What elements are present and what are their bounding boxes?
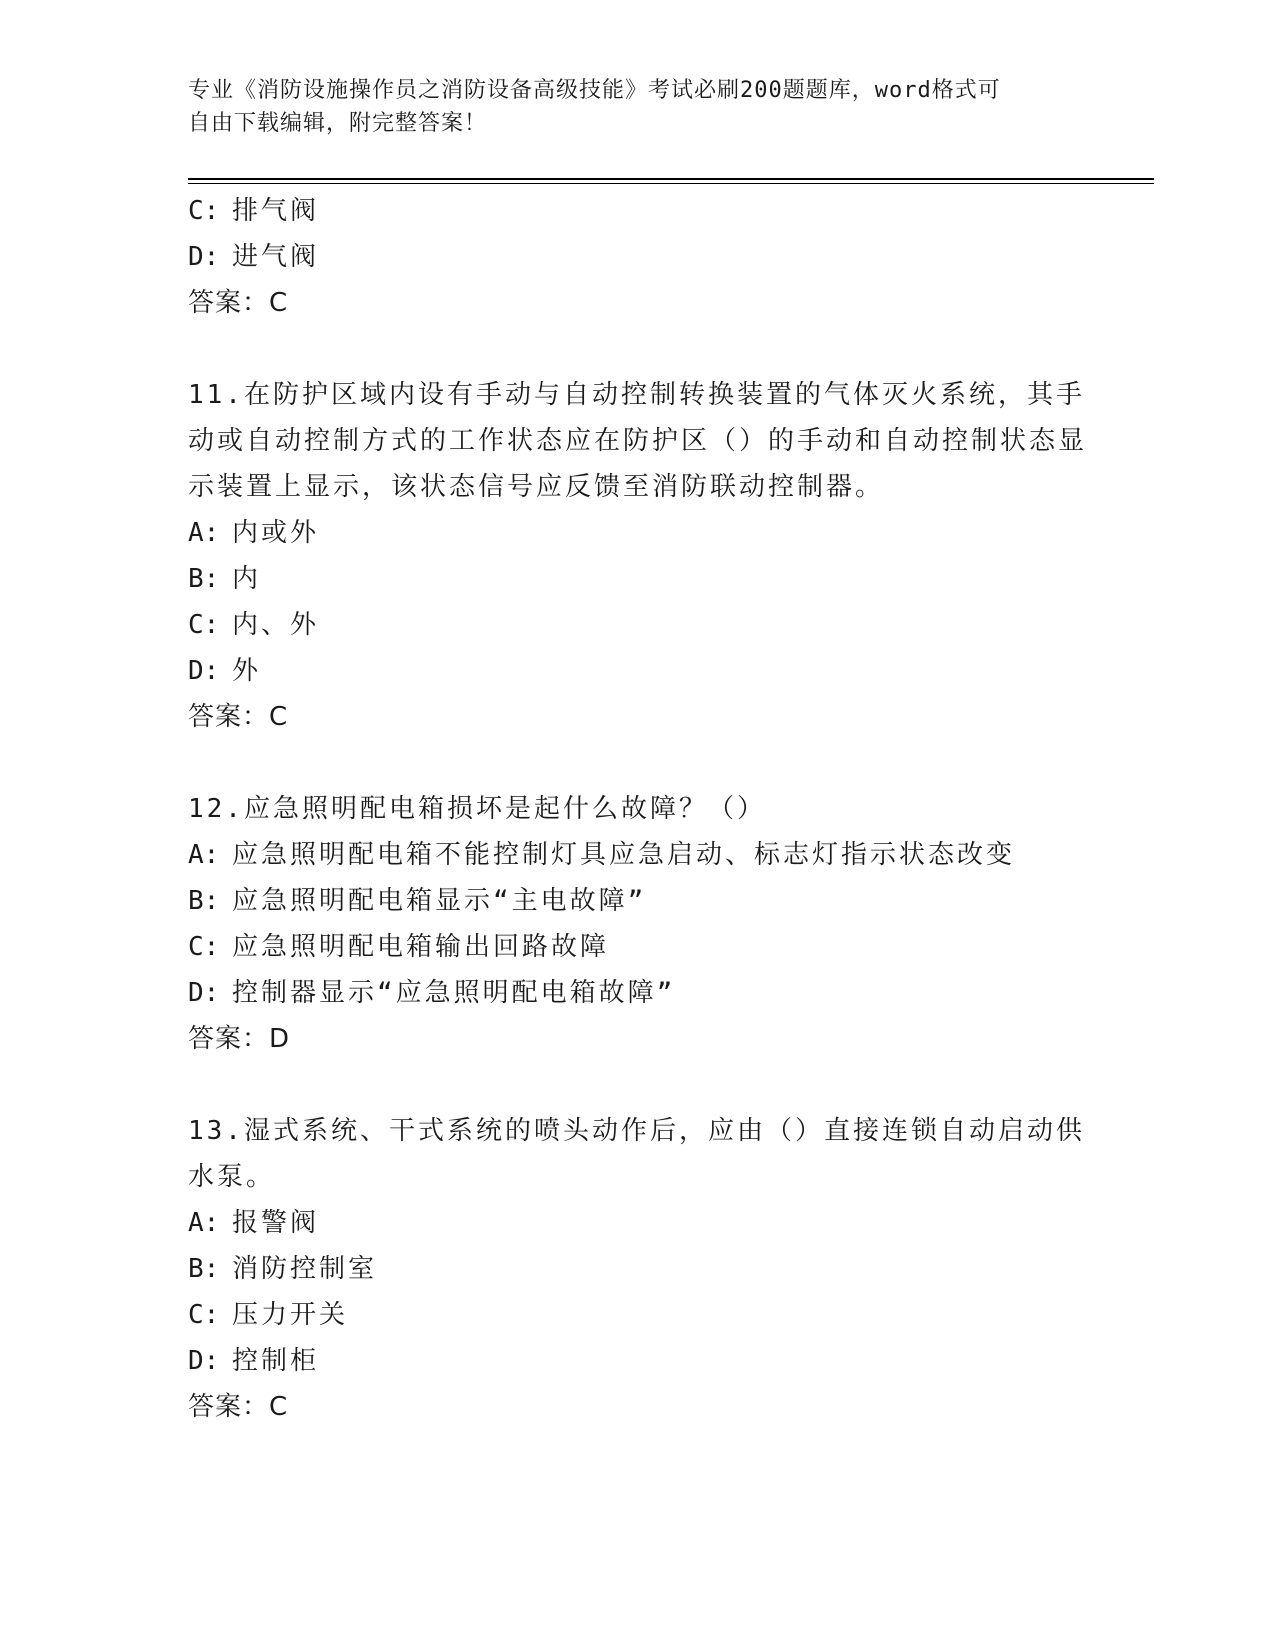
question-13 — [188, 1108, 1088, 1430]
question-10-tail — [188, 188, 1088, 326]
header-divider-thin — [188, 183, 1154, 184]
option-b: B: 应急照明配电箱显示“主电故障” — [188, 886, 647, 916]
question-text: 12.应急照明配电箱损坏是起什么故障？（） — [188, 794, 766, 824]
option-c: C: 压力开关 — [188, 1300, 349, 1330]
option-b: B: 消防控制室 — [188, 1254, 378, 1284]
option-c: C: 排气阀 — [188, 196, 320, 226]
option-c: C: 应急照明配电箱输出回路故障 — [188, 932, 610, 962]
option-a: A: 报警阀 — [188, 1208, 320, 1238]
question-text: 11.在防护区域内设有手动与自动控制转换装置的气体灭火系统，其手动或自动控制方式的工作状态应在防护区（）的手动和自动控制状态显示装置上显示，该状态信号应反馈至消防联动控制器。 — [188, 380, 1088, 502]
document-header — [188, 74, 1068, 140]
option-a: A: 应急照明配电箱不能控制灯具应急启动、标志灯指示状态改变 — [188, 840, 1016, 870]
header-line-1: 专业《消防设施操作员之消防设备高级技能》考试必刷200题题库，word格式可 — [188, 78, 1001, 103]
header-line-2: 自由下载编辑，附完整答案！ — [188, 111, 488, 136]
option-b: B: 内 — [188, 564, 262, 594]
answer: 答案：C — [188, 702, 289, 732]
question-text: 13.湿式系统、干式系统的喷头动作后，应由（）直接连锁自动启动供水泵。 — [188, 1116, 1085, 1192]
answer: 答案：D — [188, 1024, 291, 1054]
option-d: D: 进气阀 — [188, 242, 320, 272]
option-d: D: 外 — [188, 656, 262, 686]
option-d: D: 控制柜 — [188, 1346, 320, 1376]
option-a: A: 内或外 — [188, 518, 320, 548]
answer: 答案：C — [188, 288, 289, 318]
answer: 答案：C — [188, 1392, 289, 1422]
header-divider-thick — [188, 178, 1154, 180]
question-11 — [188, 372, 1088, 740]
document-body — [188, 188, 1088, 1430]
question-12 — [188, 786, 1088, 1062]
option-d: D: 控制器显示“应急照明配电箱故障” — [188, 978, 676, 1008]
option-c: C: 内、外 — [188, 610, 320, 640]
